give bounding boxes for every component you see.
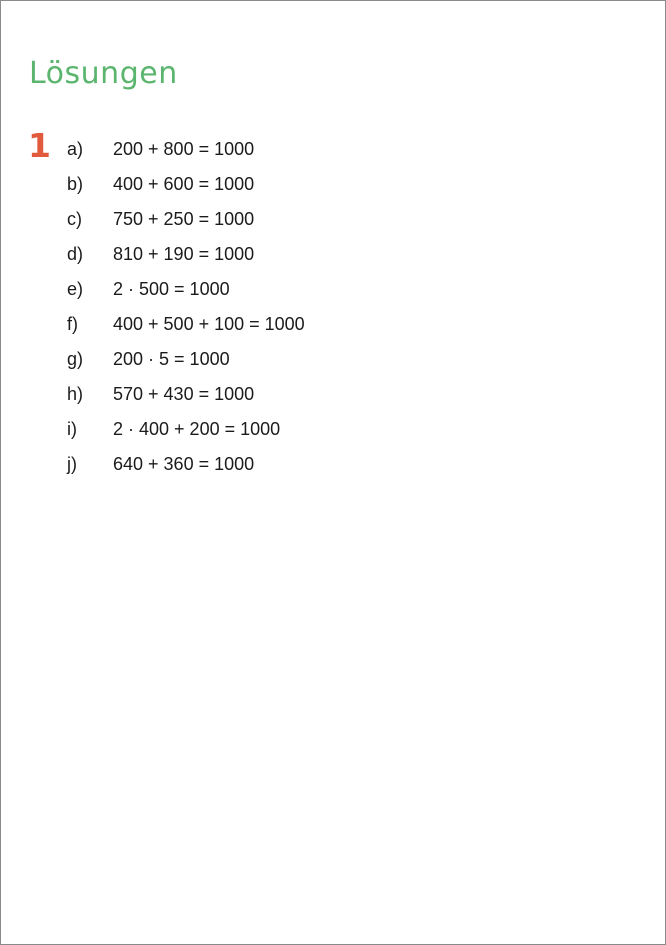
solution-letter: h) (67, 384, 84, 404)
solution-equation: 400 + 600 = 1000 (113, 174, 255, 194)
solution-equation: 400 + 500 + 100 = 1000 (113, 314, 305, 334)
solution-equation: 810 + 190 = 1000 (113, 244, 255, 264)
solution-letter: b) (67, 174, 84, 194)
solution-letter: g) (67, 349, 84, 369)
solution-equation: 750 + 250 = 1000 (113, 209, 255, 229)
solution-letter: f) (67, 314, 78, 334)
solution-equation: 570 + 430 = 1000 (113, 384, 255, 404)
solution-letter: d) (67, 244, 84, 264)
page-title: Lösungen (29, 56, 178, 91)
solution-equation: 2 · 500 = 1000 (113, 279, 230, 299)
solution-equation: 200 · 5 = 1000 (113, 349, 230, 369)
solution-equation: 640 + 360 = 1000 (113, 454, 255, 474)
solution-letter: j) (67, 454, 77, 474)
solution-letter: i) (67, 419, 77, 439)
exercise-number: 1 (28, 126, 51, 165)
solution-letter: c) (67, 209, 82, 229)
solution-letter: e) (67, 279, 84, 299)
solution-letter: a) (67, 139, 84, 159)
solution-equation: 2 · 400 + 200 = 1000 (113, 419, 281, 439)
solution-equation: 200 + 800 = 1000 (113, 139, 255, 159)
